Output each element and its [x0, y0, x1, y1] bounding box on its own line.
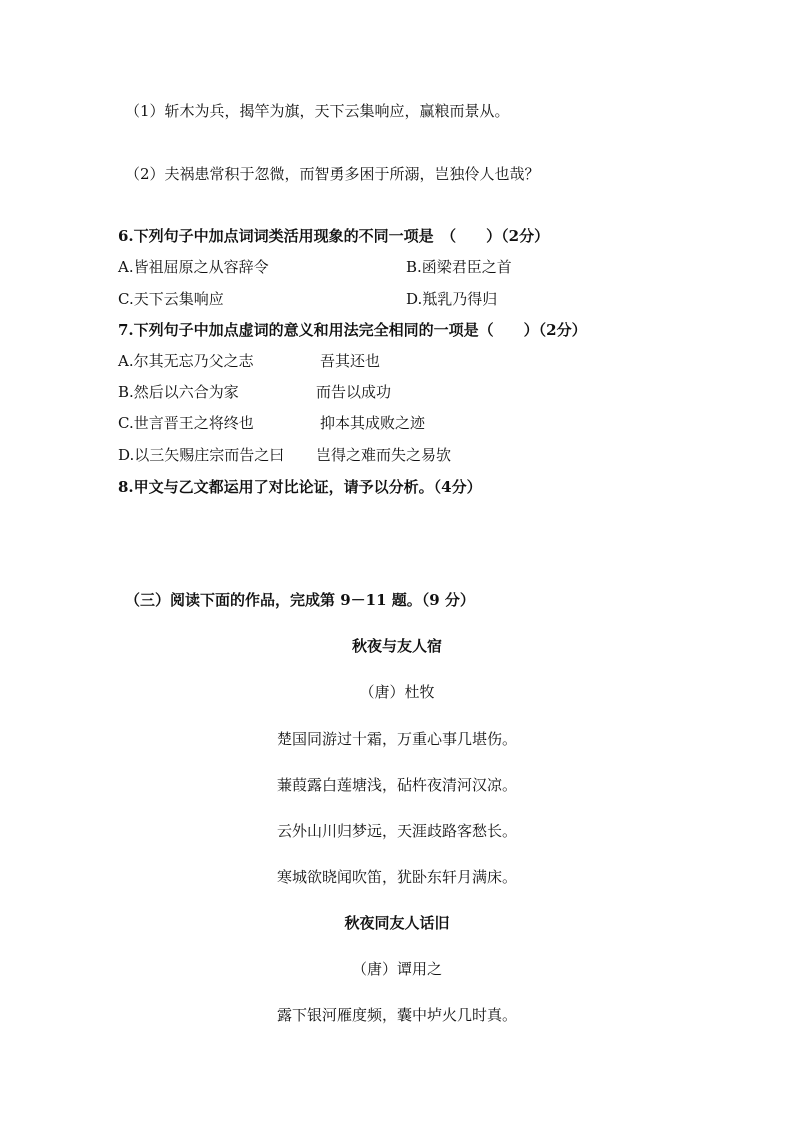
- question-6-option-b: B.函梁君臣之首: [406, 258, 512, 276]
- question-7-option-a-first: A.尔其无忘乃父之志: [118, 352, 254, 370]
- poem-1-line-1: 楚国同游过十霜，万重心事几堪伤。: [276, 730, 517, 748]
- poem-1-line-4: 寒城欲晓闻吹笛，犹卧东轩月满床。: [276, 868, 517, 886]
- sentence-2: （2）夫祸患常积于忽微，而智勇多困于所溺，岂独伶人也哉？: [125, 165, 540, 183]
- question-7-option-b-second: 而告以成功: [316, 383, 392, 401]
- question-7-stem: 7.下列句子中加点虚词的意义和用法完全相同的一项是（ ）（2分）: [118, 321, 587, 339]
- poem-2-title: 秋夜同友人话旧: [344, 914, 450, 932]
- question-8-stem: 8.甲文与乙文都运用了对比论证，请予以分析。（4分）: [118, 478, 482, 496]
- question-6-stem: 6.下列句子中加点词词类活用现象的不同一项是 （ ）（2分）: [118, 227, 550, 245]
- question-6-option-a: A.皆祖屈原之从容辞令: [118, 258, 269, 276]
- section-3-heading: （三）阅读下面的作品，完成第 9－11 题。（9 分）: [125, 591, 475, 609]
- poem-2-line-1: 露下银河雁度频，囊中垆火几时真。: [276, 1006, 517, 1024]
- poem-2-author: （唐）谭用之: [351, 960, 442, 978]
- question-7-option-d-first: D.以三矢赐庄宗而告之曰: [118, 446, 285, 464]
- poem-1-title: 秋夜与友人宿: [351, 637, 442, 655]
- question-7-option-c-second: 抑本其成败之迹: [320, 414, 426, 432]
- question-7-option-b-first: B.然后以六合为家: [118, 383, 239, 401]
- question-6-option-c: C.天下云集响应: [118, 290, 224, 308]
- poem-1-line-3: 云外山川归梦远，天涯歧路客愁长。: [276, 822, 517, 840]
- poem-1-author: （唐）杜牧: [359, 683, 435, 701]
- question-6-option-d: D.羝乳乃得归: [406, 290, 498, 308]
- sentence-1: （1）斩木为兵，揭竿为旗，天下云集响应，赢粮而景从。: [125, 102, 510, 120]
- question-7-option-a-second: 吾其还也: [320, 352, 381, 370]
- question-7-option-c-first: C.世言晋王之将终也: [118, 414, 254, 432]
- poem-1-line-2: 蒹葭露白莲塘浅，砧杵夜清河汉凉。: [276, 776, 517, 794]
- question-7-option-d-second: 岂得之难而失之易欤: [316, 446, 452, 464]
